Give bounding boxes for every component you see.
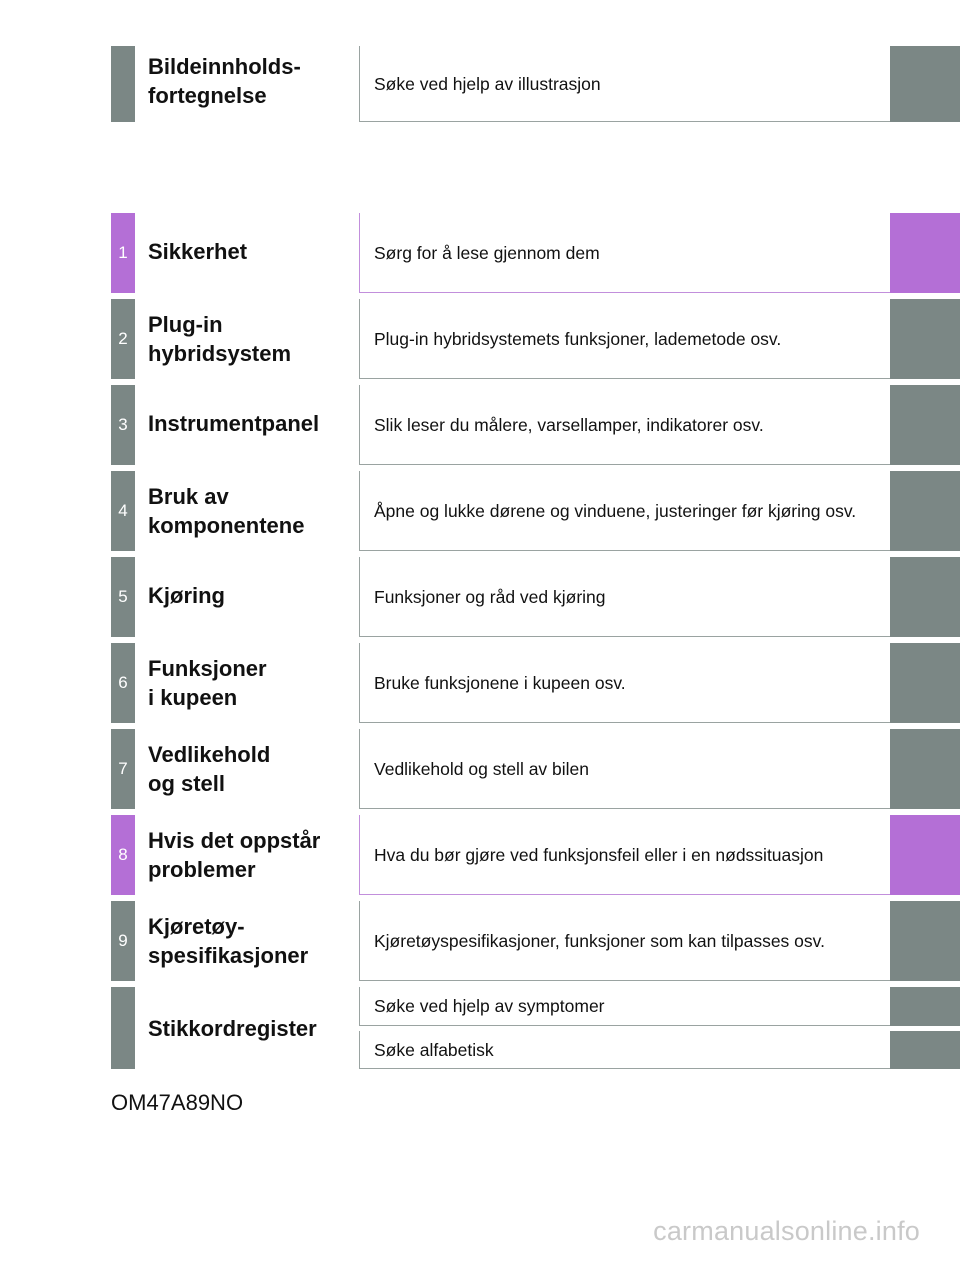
- section-row-4[interactable]: [0, 471, 960, 551]
- thumb-tab[interactable]: [890, 46, 960, 122]
- section-row-3[interactable]: [0, 385, 960, 465]
- thumb-tab[interactable]: [890, 557, 960, 637]
- section-title: Vedlikehold og stell: [148, 742, 271, 796]
- section-number: 3: [111, 385, 135, 465]
- thumb-tab[interactable]: [890, 213, 960, 293]
- section-row-6[interactable]: [0, 643, 960, 723]
- section-description: Funksjoner og råd ved kjøring: [359, 557, 890, 637]
- thumb-tab[interactable]: [890, 1031, 960, 1069]
- section-description: Bruke funksjonene i kupeen osv.: [359, 643, 890, 723]
- section-title: Funksjoner i kupeen: [148, 656, 267, 710]
- section-title: Plug-in hybridsystem: [148, 312, 292, 366]
- section-description: Hva du bør gjøre ved funksjonsfeil eller i en nødssituasjon: [359, 815, 890, 895]
- section-number: 6: [111, 643, 135, 723]
- section-row-8[interactable]: [0, 815, 960, 895]
- section-title: Instrumentpanel: [148, 411, 320, 436]
- index-item-label: Søke ved hjelp av symptomer: [359, 987, 890, 1026]
- watermark: carmanualsonline.info: [653, 1216, 920, 1246]
- document-code: OM47A89NO: [111, 1090, 244, 1115]
- section-description: Sørg for å lese gjennom dem: [359, 213, 890, 293]
- index-item-label: Søke alfabetisk: [359, 1031, 890, 1069]
- thumb-tab[interactable]: [890, 729, 960, 809]
- index-title: Stikkordregister: [148, 1015, 317, 1041]
- section-number: 8: [111, 815, 135, 895]
- section-description: Plug-in hybridsystemets funksjoner, lademetode osv.: [359, 299, 890, 379]
- section-number: 7: [111, 729, 135, 809]
- section-row-2[interactable]: [0, 299, 960, 379]
- thumb-tab[interactable]: [890, 471, 960, 551]
- section-row-1[interactable]: [0, 213, 960, 293]
- section-number: 9: [111, 901, 135, 981]
- section-title: Hvis det oppstår problemer: [148, 828, 321, 882]
- section-title: Bruk av komponentene: [148, 484, 305, 538]
- section-description: Kjøretøyspesifikasjoner, funksjoner som kan tilpasses osv.: [359, 901, 890, 981]
- section-title: Kjøretøy- spesifikasjoner: [148, 914, 309, 968]
- thumb-tab[interactable]: [890, 385, 960, 465]
- picture-index-description: Søke ved hjelp av illustrasjon: [359, 46, 890, 122]
- section-number: 1: [111, 213, 135, 293]
- section-row-7[interactable]: [0, 729, 960, 809]
- index-item-alphabetical[interactable]: [0, 1031, 960, 1069]
- thumb-tab[interactable]: [890, 299, 960, 379]
- section-title: Sikkerhet: [148, 239, 248, 264]
- section-number: 5: [111, 557, 135, 637]
- section-number: 2: [111, 299, 135, 379]
- thumb-tab[interactable]: [890, 901, 960, 981]
- section-row-5[interactable]: [0, 557, 960, 637]
- section-description: Åpne og lukke dørene og vinduene, justeringer før kjøring osv.: [359, 471, 890, 551]
- row-marker: [111, 46, 135, 122]
- section-description: Slik leser du målere, varsellamper, indikatorer osv.: [359, 385, 890, 465]
- section-number: 4: [111, 471, 135, 551]
- picture-index-title: Bildeinnholds- fortegnelse: [148, 54, 301, 108]
- section-title: Kjøring: [148, 583, 225, 608]
- index-item-symptoms[interactable]: [0, 987, 960, 1026]
- thumb-tab[interactable]: [890, 815, 960, 895]
- thumb-tab[interactable]: [890, 987, 960, 1026]
- section-row-9[interactable]: [0, 901, 960, 981]
- thumb-tab[interactable]: [890, 643, 960, 723]
- picture-index-row[interactable]: [0, 46, 960, 122]
- section-description: Vedlikehold og stell av bilen: [359, 729, 890, 809]
